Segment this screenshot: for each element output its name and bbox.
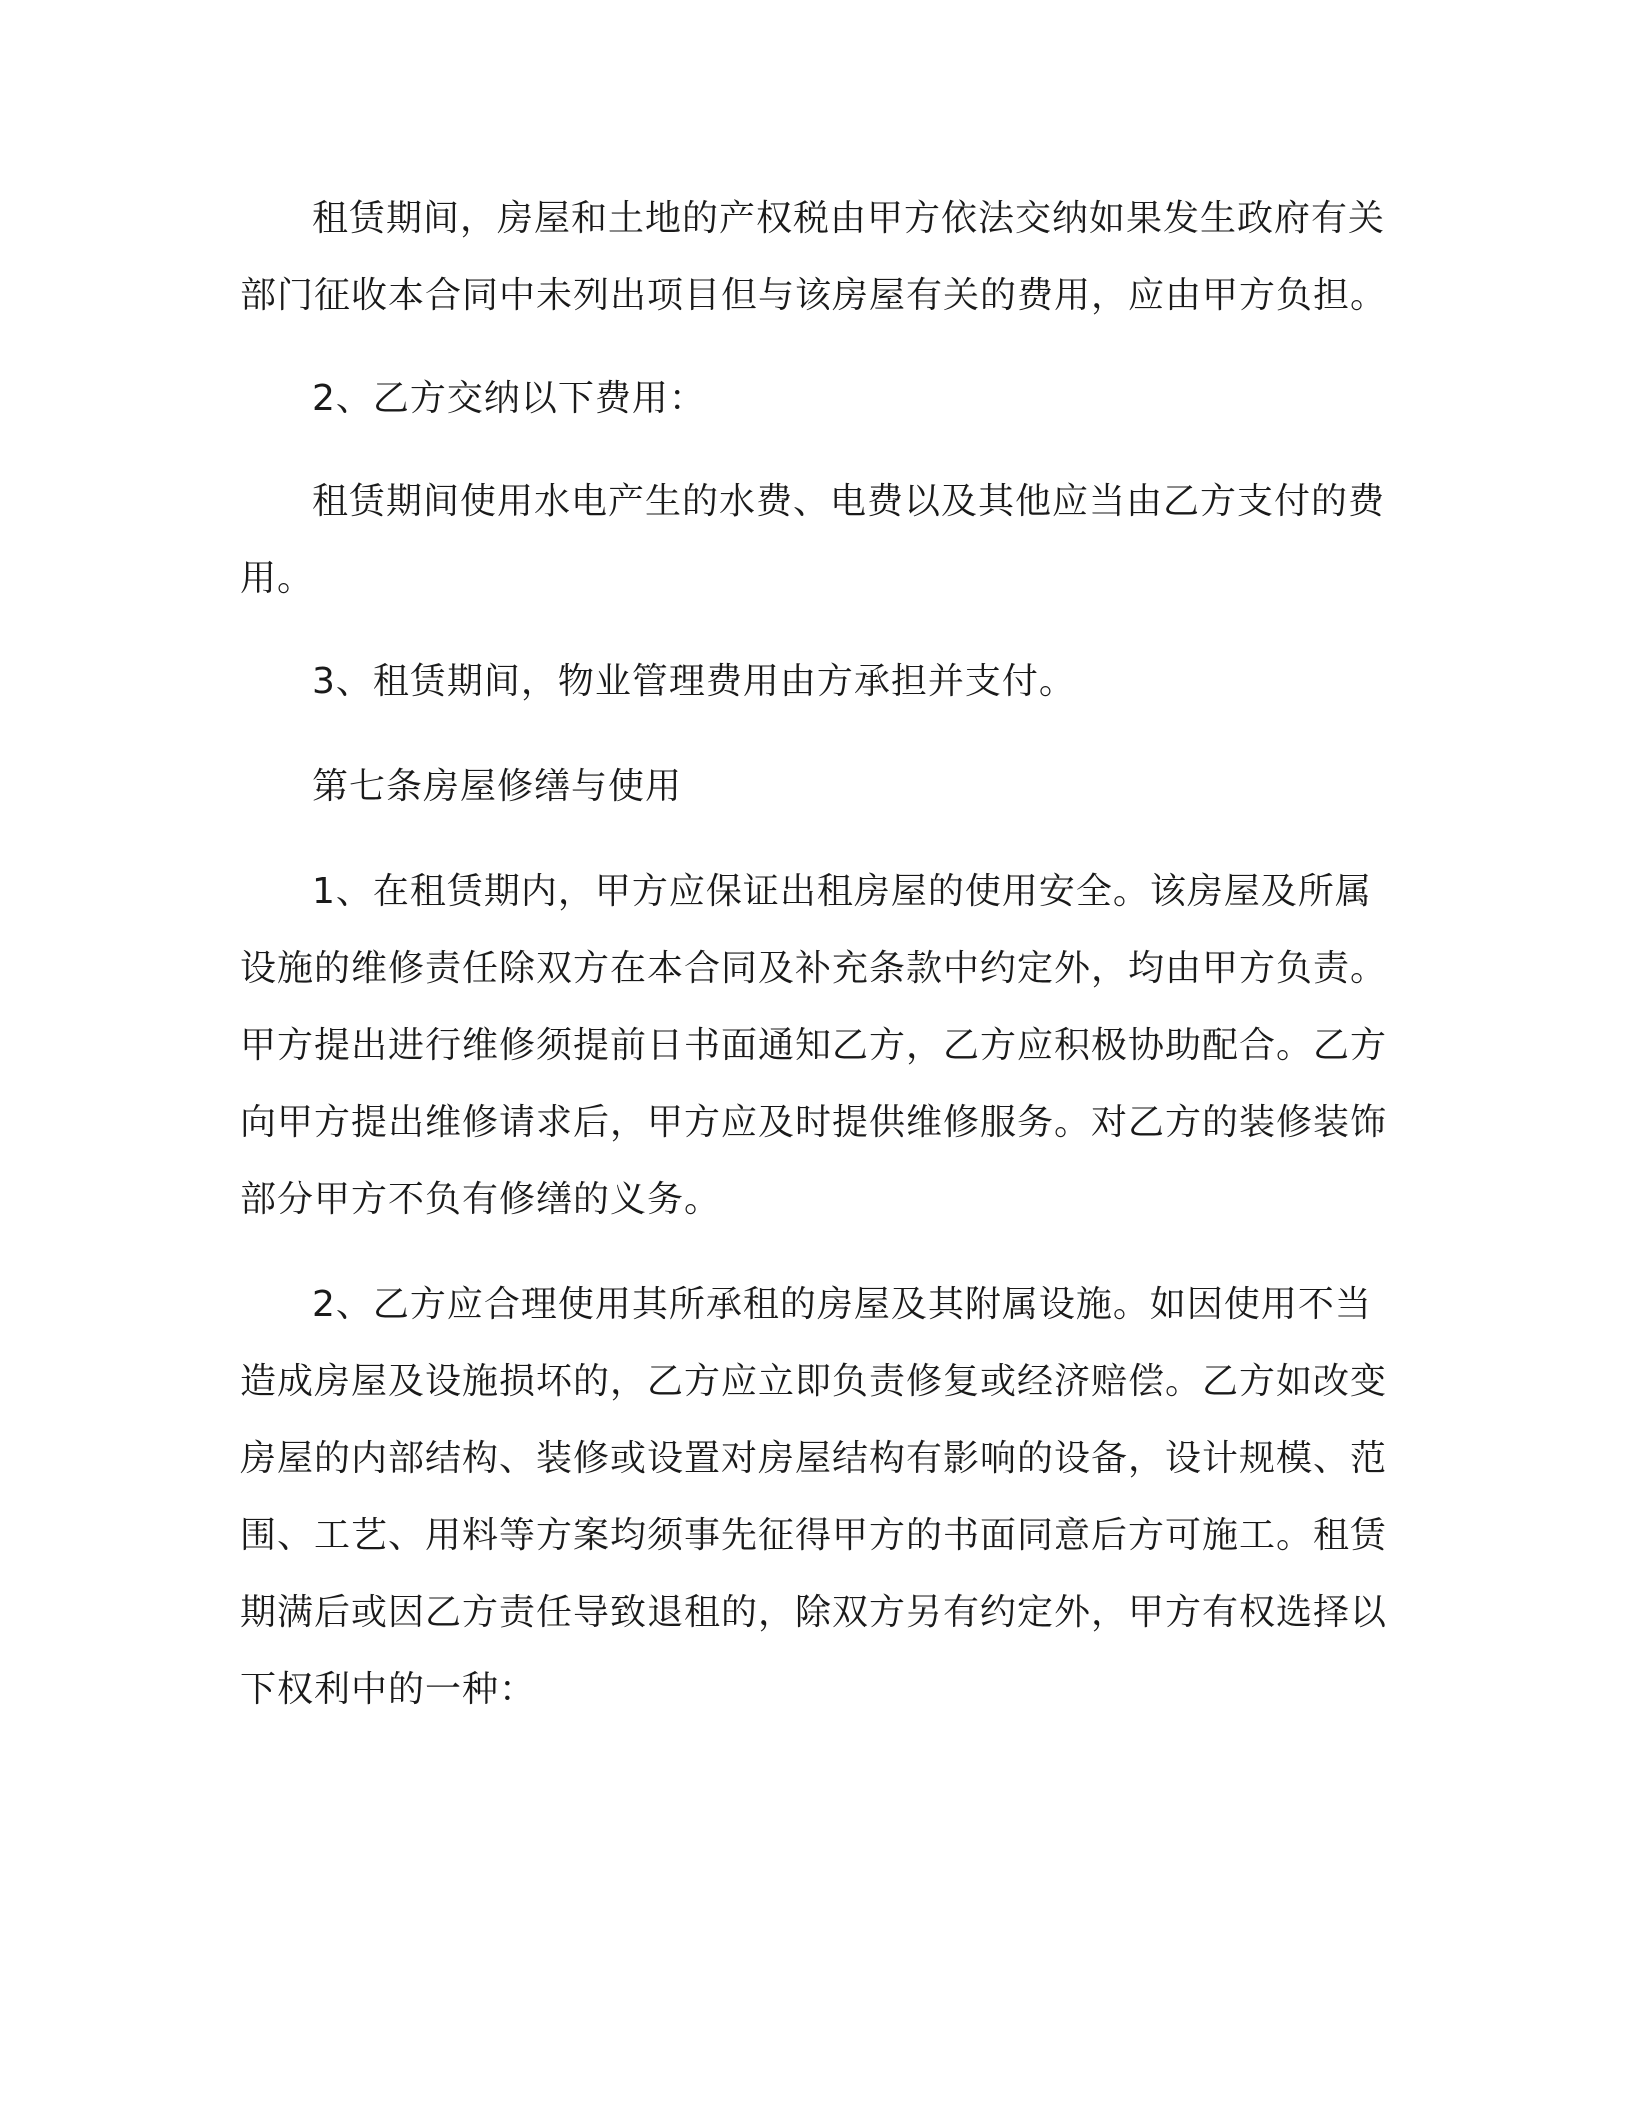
paragraph-item-2-heading: 2、乙方交纳以下费用：	[312, 378, 706, 419]
paragraph-item-3-property-fee: 3、租赁期间，物业管理费用由方承担并支付。	[312, 661, 1076, 702]
paragraph-repair-item-1: 1、在租赁期内，甲方应保证出租房屋的使用安全。该房屋及所属设施的维修责任除双方在本合同及补充条款中约定外，均由甲方负责。甲方提出进行维修须提前日书面通知乙方，乙方应积极协助配合。乙方向甲方提出维修请求后，甲方应及时提供维修服务。对乙方的装修装饰部分甲方不负有修缮的义务。	[240, 871, 1388, 1220]
paragraph-repair-item-2: 2、乙方应合理使用其所承租的房屋及其附属设施。如因使用不当造成房屋及设施损坏的，乙方应立即负责修复或经济赔偿。乙方如改变房屋的内部结构、装修或设置对房屋结构有影响的设备，设计规模、范围、工艺、用料等方案均须事先征得甲方的书面同意后方可施工。租赁期满后或因乙方责任导致退租的，除双方另有约定外，甲方有权选择以下权利中的一种：	[240, 1284, 1388, 1710]
section-heading-article-7: 第七条房屋修缮与使用	[312, 766, 683, 807]
document-body	[240, 180, 1390, 1728]
paragraph-utilities: 租赁期间使用水电产生的水费、电费以及其他应当由乙方支付的费用。	[240, 481, 1386, 599]
paragraph-tax-clause: 租赁期间，房屋和土地的产权税由甲方依法交纳如果发生政府有关部门征收本合同中未列出项目但与该房屋有关的费用，应由甲方负担。	[240, 198, 1388, 316]
